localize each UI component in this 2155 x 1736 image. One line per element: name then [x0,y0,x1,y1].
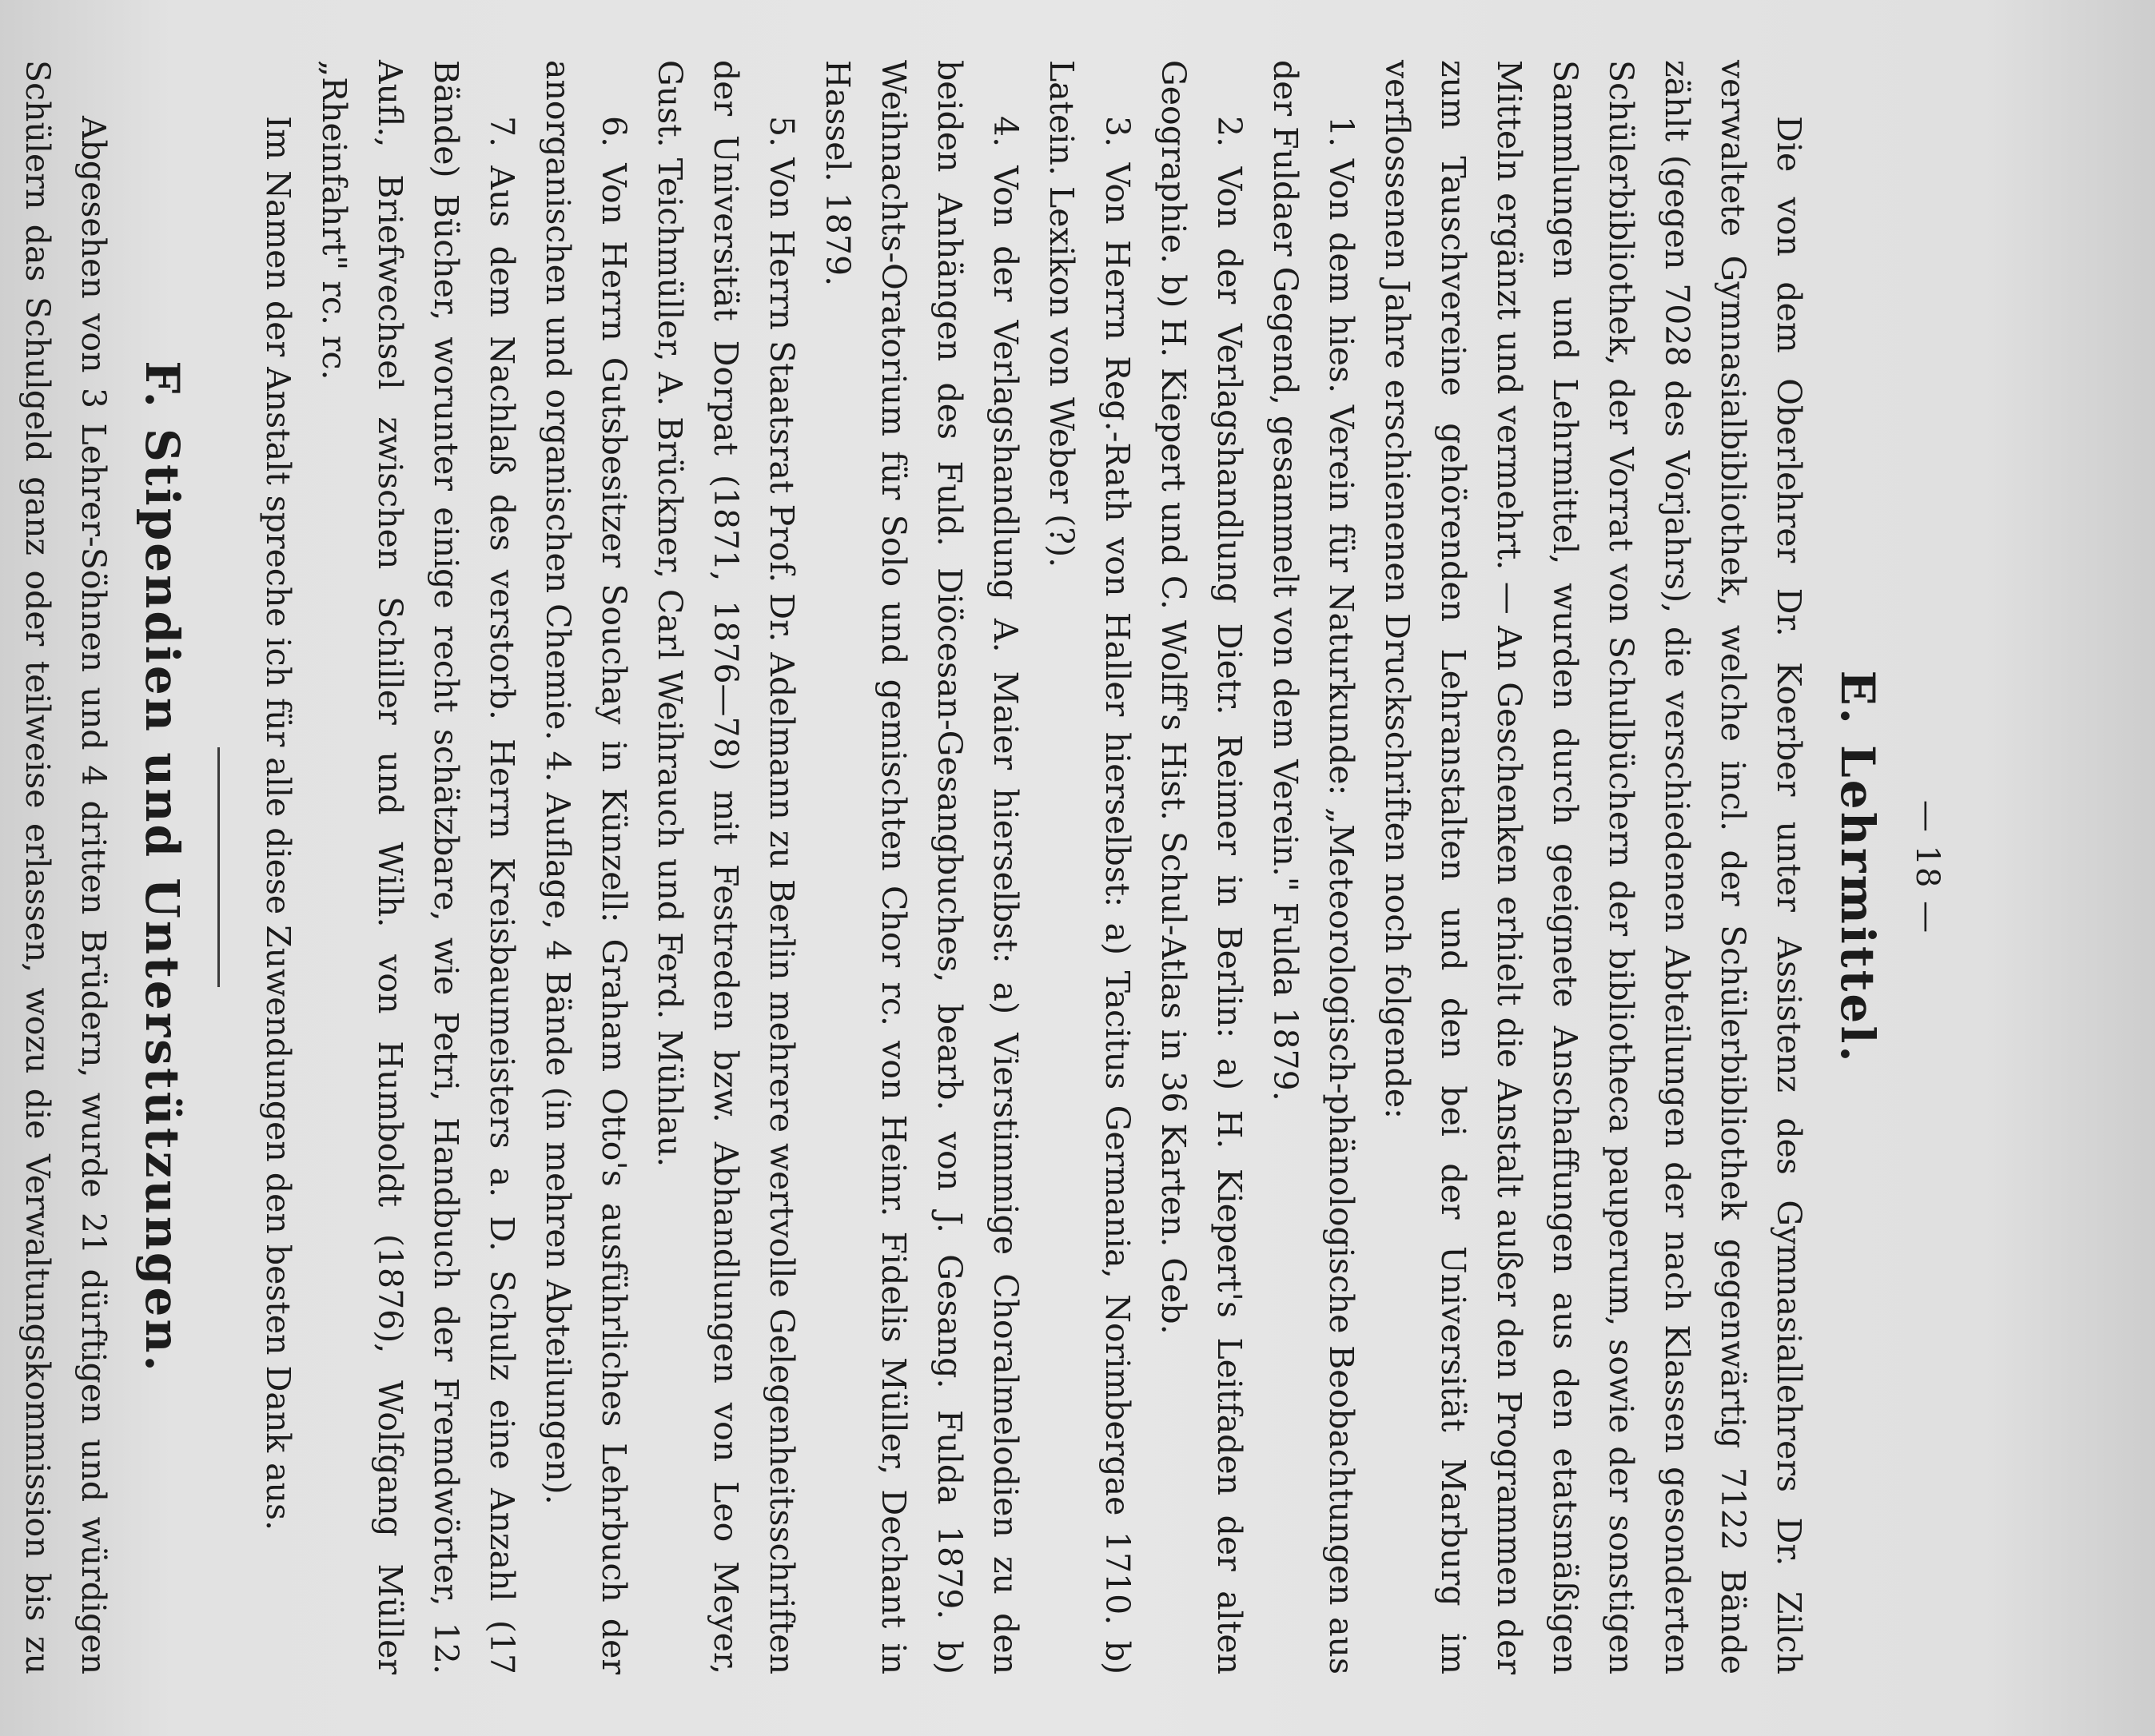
gift-item-6: 6. Von Herrn Gutsbesitzer Souchay in Künzell: Graham Otto's ausführliches Lehrbuch der anorganischen und organischen Chemie. 4. Auflage, 4 Bände (in mehren Abteilungen). [539,60,633,1674]
section-f-paragraph-1: Abgesehen von 3 Lehrer-Söhnen und 4 dritten Brüdern, wurde 21 dürftigen und würdigen Schülern das Schulgeld ganz oder teilweise erlassen, wozu die Verwaltungskommission bis zu [18,60,113,1674]
page-number: — 18 — [1909,799,1946,935]
gift-item-1: 1. Von dem hies. Verein für Naturkunde: „Meteorologisch-phänologische Beobachtungen aus der Fuldaer Gegend, gesammelt von dem Verein." Fulda 1879. [1266,60,1360,1674]
gift-item-2: 2. Von der Verlagshandlung Dietr. Reimer in Berlin: a) H. Kiepert's Leitfaden der alten Geographie. b) H. Kiepert und C. Wolff's Hist. Schul-Atlas in 36 Karten. Geb. [1154,60,1249,1674]
gift-item-3: 3. Von Herrn Reg.-Rath von Haller hierselbst: a) Tacitus Germania, Norimbergae 1710. b) Latein. Lexikon von Weber (?). [1042,60,1137,1674]
thanks-paragraph: Im Namen der Anstalt spreche ich für alle diese Zuwendungen den besten Dank aus. [259,116,297,1531]
section-e-intro: Die von dem Oberlehrer Dr. Koerber unter Assistenz des Gymnasiallehrers Dr. Zilch verwaltete Gymnasialbibliothek, welche incl. der Schülerbibliothek gegenwärtig 7122 Bände zählt (gegen 7028 des Vorjahrs), die verschiedenen Abteilungen der nach Klassen gesonderten Schülerbibliothek, der Vorrat von Schulbüchern der bibliotheca pauperum, sowie der sonstigen Sammlungen und Lehrmittel, wurden durch geeignete Anschaffungen aus den etatsmäßigen Mitteln ergänzt und vermehrt. — An Geschenken erhielt die Anstalt außer den Programmen der zum Tauschvereine gehörenden Lehranstalten und den bei der Universität Marburg im verflossenen Jahre erschienenen Druckschriften noch folgende: [1378,60,1808,1674]
gift-item-5: 5. Von Herrn Staatsrat Prof. Dr. Adelmann zu Berlin mehrere wertvolle Gelegenheitsschriften der Universität Dorpat (1871, 1876—78) mit Festreden bzw. Abhandlungen von Leo Meyer, Gust. Teichmüller, A. Brückner, Carl Weihrauch und Ferd. Mühlau. [651,60,801,1674]
section-divider [217,747,220,987]
gift-item-7: 7. Aus dem Nachlaß des verstorb. Herrn Kreisbaumeisters a. D. Schulz eine Anzahl (17 Bände) Bücher, worunter einige recht schätzbare, wie Petri, Handbuch der Fremdwörter, 12. Aufl., Briefwechsel zwischen Schiller und Wilh. von Humboldt (1876), Wolfgang Müller „Rheinfahrt" rc. rc. [315,60,521,1674]
gift-item-4: 4. Von der Verlagshandlung A. Maier hierselbst: a) Vierstimmige Choralmelodien zu den beiden Anhängen des Fuld. Diöcesan-Gesangbuches, bearb. von J. Gesang. Fulda 1879. b) Weihnachts-Oratorium für Solo und gemischten Chor rc. von Heinr. Fidelis Müller, Dechant in Hassel. 1879. [819,60,1025,1674]
document-page [18,60,1951,1674]
section-e-heading: E. Lehrmittel. [1830,670,1885,1065]
section-f-heading: F. Stipendien und Unterstützungen. [135,360,189,1374]
